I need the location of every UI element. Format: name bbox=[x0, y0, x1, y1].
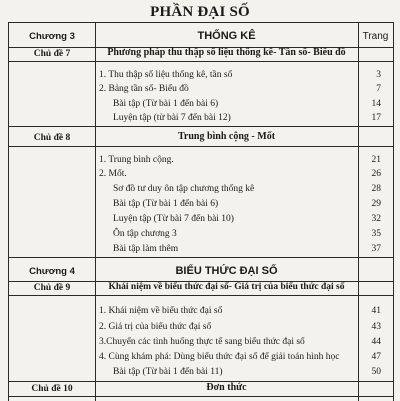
list-item: 4. Cùng khám phá: Dùng biểu thức đại số để giải toán hình học bbox=[99, 352, 340, 362]
divider bbox=[9, 61, 393, 62]
page-number: 21 bbox=[371, 155, 381, 165]
toc-table bbox=[8, 22, 394, 401]
list-item: Ôn tập chương 3 bbox=[113, 229, 177, 239]
topic-7-title: Phương pháp thu thập số liệu thống kê- Tần số- Biểu đồ bbox=[107, 47, 346, 58]
page-number: 47 bbox=[371, 352, 381, 362]
list-item: 1. Thu thập số liệu thống kê, tần số bbox=[99, 70, 233, 80]
topic-10-title: Đơn thức bbox=[206, 382, 247, 393]
chapter-4-label: Chương 4 bbox=[29, 266, 75, 277]
topic-10-label: Chủ đề 10 bbox=[31, 384, 73, 394]
list-item: Bài tập (Từ bài 1 đến bài 6) bbox=[113, 199, 219, 209]
divider bbox=[9, 257, 393, 258]
divider bbox=[9, 295, 393, 296]
chapter-3-label: Chương 3 bbox=[29, 31, 75, 42]
page-number: 41 bbox=[371, 306, 381, 316]
page-column-header: Trang bbox=[362, 31, 389, 42]
list-item: 3.Chuyển các tình huống thực tế sang biểu thức đại số bbox=[99, 337, 305, 347]
page-number: 43 bbox=[371, 322, 381, 332]
page-number: 7 bbox=[376, 84, 381, 94]
list-item: Bài tập (Từ bài 1 đến bài 11) bbox=[113, 367, 223, 377]
page-number: 3 bbox=[376, 70, 381, 80]
page-number: 35 bbox=[371, 229, 381, 239]
page-number: 50 bbox=[371, 367, 381, 377]
col-divider-left bbox=[95, 23, 96, 401]
topic-9-label: Chủ đề 9 bbox=[33, 283, 71, 293]
divider bbox=[9, 396, 393, 397]
list-item: 1. Khái niệm về biểu thức đại số bbox=[99, 306, 223, 316]
list-item: Bài tập (Từ bài 1 đến bài 6) bbox=[113, 99, 219, 109]
topic-8-label: Chủ đề 8 bbox=[33, 133, 71, 143]
list-item: Luyện tập (Từ bài 7 đến bài 10) bbox=[113, 214, 234, 224]
page-number: 32 bbox=[371, 214, 381, 224]
divider bbox=[9, 146, 393, 147]
page-number: 29 bbox=[371, 199, 381, 209]
list-item: 2. Giá trị của biểu thức đại số bbox=[99, 322, 212, 332]
chapter-4-title: BIỂU THỨC ĐẠI SỐ bbox=[175, 265, 278, 277]
topic-7-label: Chủ đề 7 bbox=[33, 49, 71, 59]
page-number: 37 bbox=[371, 244, 381, 254]
list-item: 2. Bảng tần số- Biểu đồ bbox=[99, 84, 189, 94]
page-number: 14 bbox=[371, 99, 381, 109]
list-item: Sơ đồ tư duy ôn tập chương thống kê bbox=[113, 184, 255, 194]
list-item: Luyện tập (từ bài 7 đến bài 12) bbox=[113, 113, 231, 123]
page-title: PHẦN ĐẠI SỐ bbox=[150, 4, 250, 20]
topic-8-title: Trung bình cộng - Mốt bbox=[177, 131, 276, 142]
page-number: 26 bbox=[371, 169, 381, 179]
list-item: 2. Mốt. bbox=[99, 169, 127, 179]
page-number: 44 bbox=[371, 337, 381, 347]
page-number: 28 bbox=[371, 184, 381, 194]
page-number: 17 bbox=[371, 113, 381, 123]
topic-9-title: Khái niệm về biểu thức đại số- Giá trị của biểu thức đại số bbox=[108, 282, 345, 292]
list-item: 1. Trung bình cộng. bbox=[99, 155, 174, 165]
chapter-3-title: THỐNG KÊ bbox=[197, 30, 256, 42]
list-item: Bài tập làm thêm bbox=[113, 244, 179, 254]
divider bbox=[9, 126, 393, 127]
